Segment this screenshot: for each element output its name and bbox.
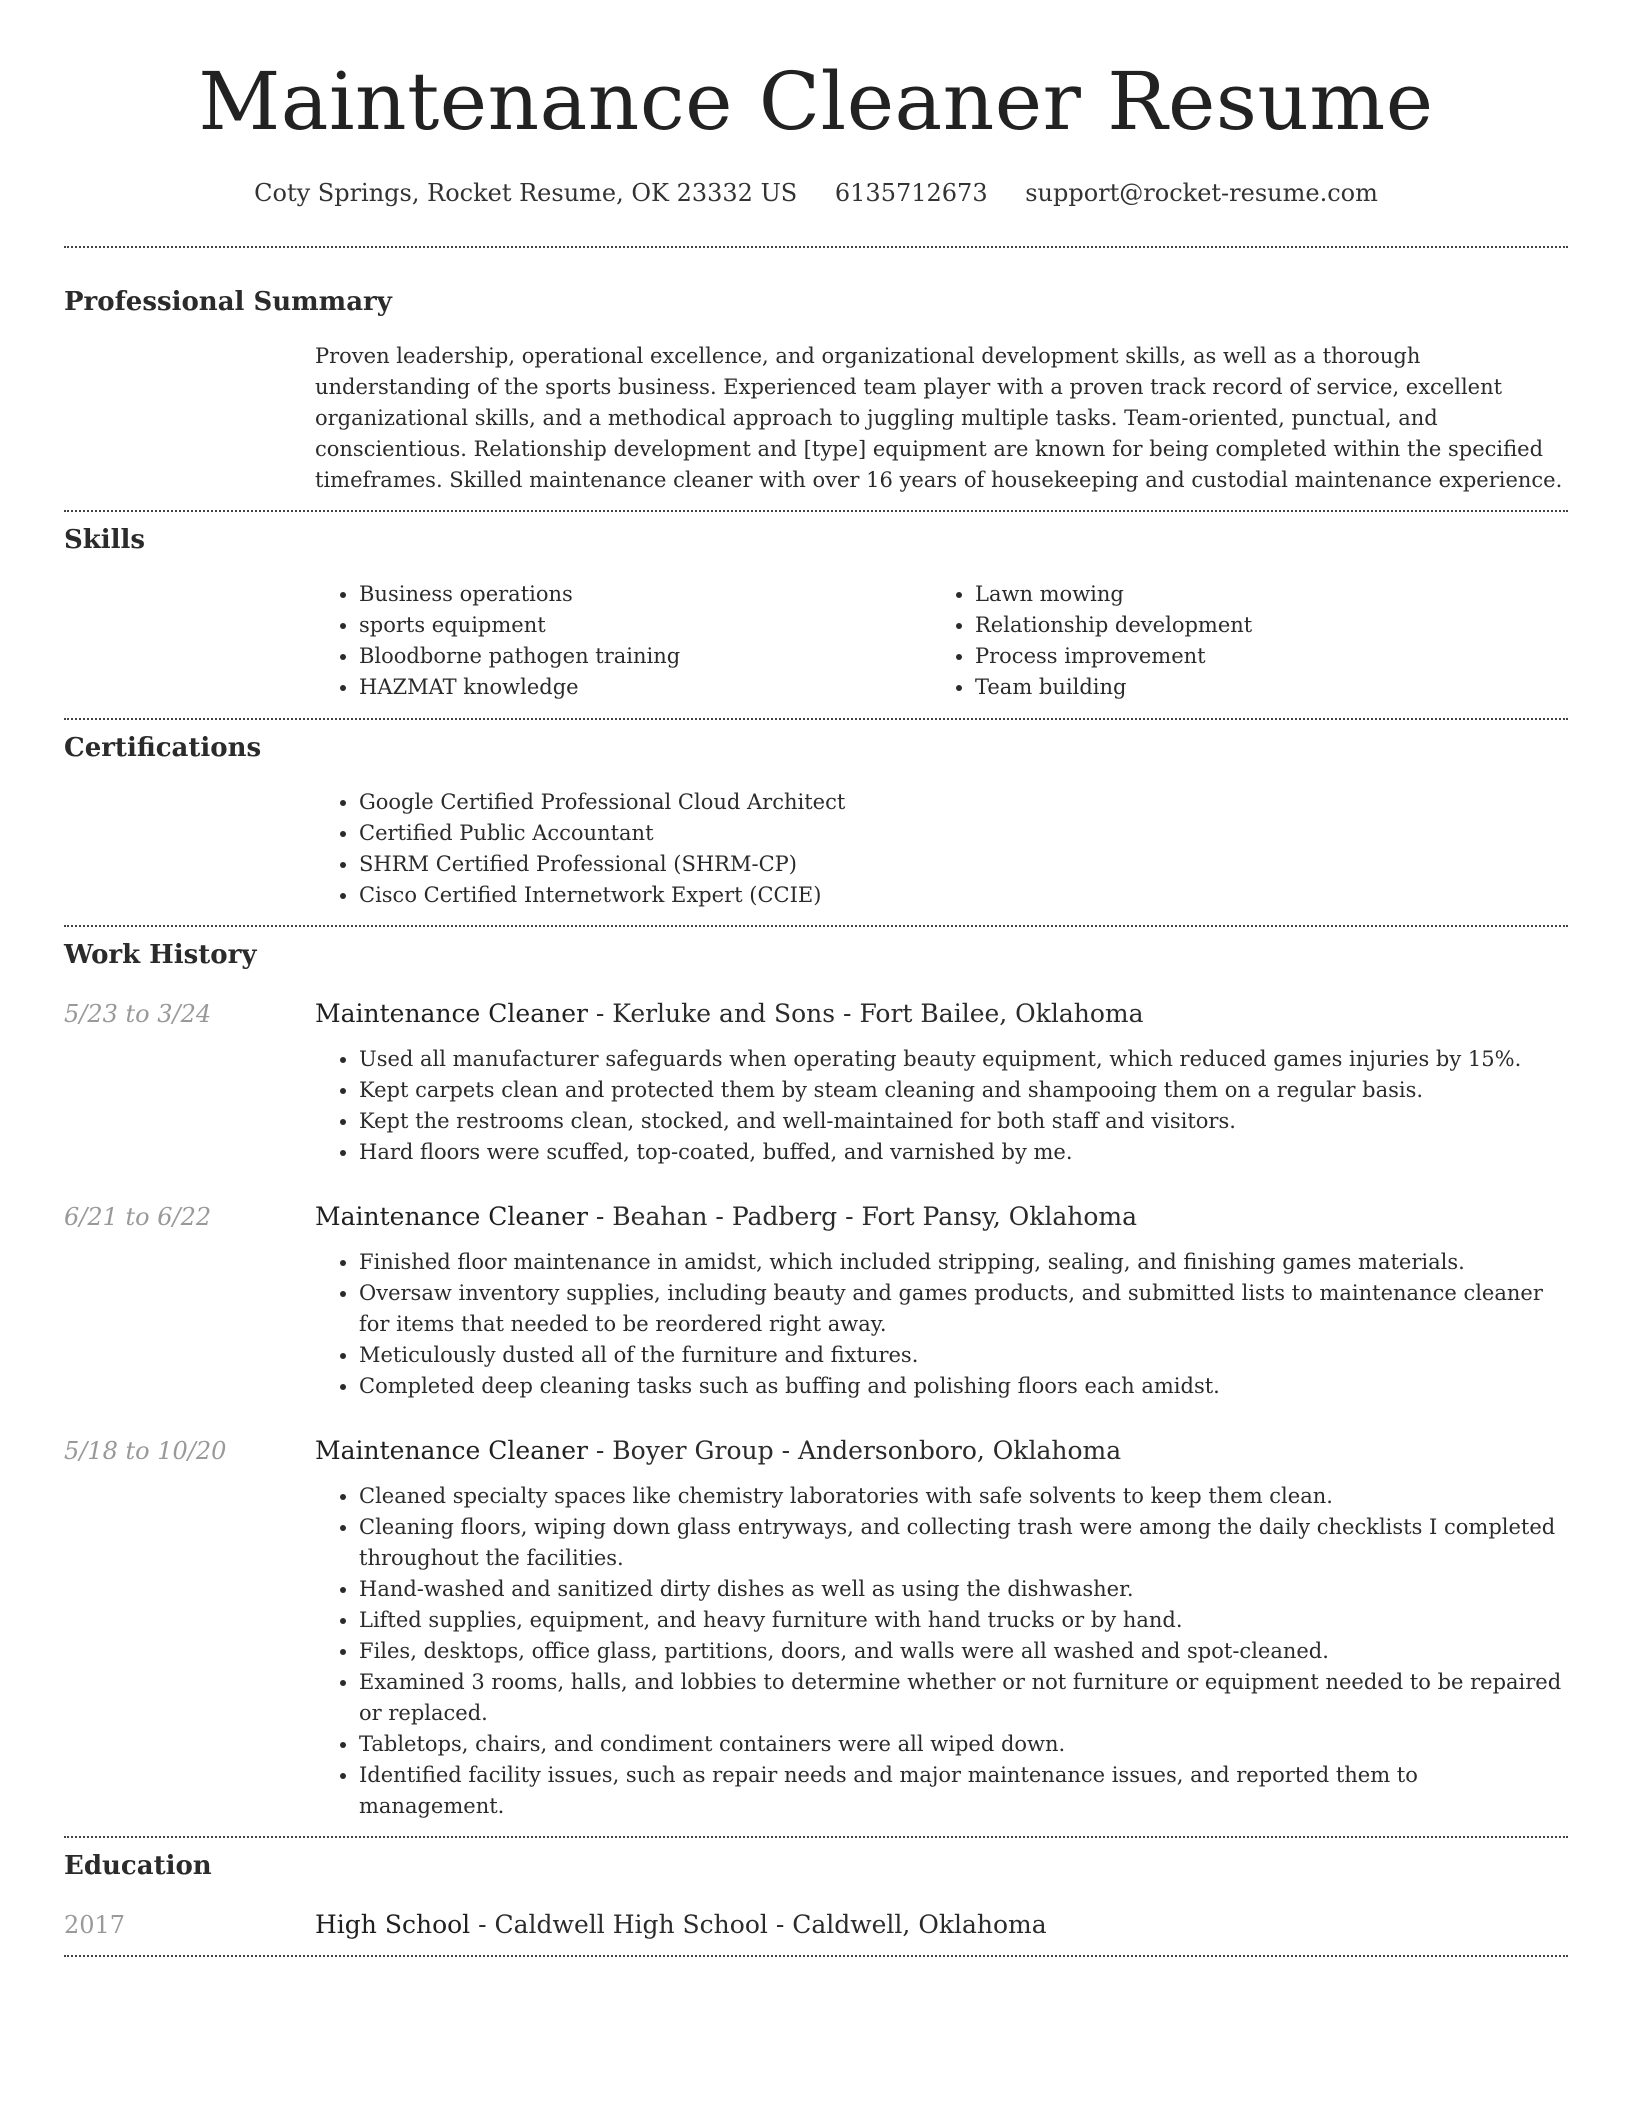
- skills-list-right: [931, 579, 1547, 703]
- job-bullet: • Completed deep cleaning tasks such as buffing and polishing floors each amidst.: [359, 1371, 1568, 1402]
- skill-item: • Process improvement: [975, 641, 1547, 672]
- education-details: - Caldwell High School - Caldwell, Oklahoma: [470, 1910, 1047, 1939]
- job-heading: [315, 998, 1568, 1030]
- job-bullet: • Kept carpets clean and protected them by steam cleaning and shampooing them on a regular basis.: [359, 1075, 1568, 1106]
- resume-title: Maintenance Cleaner Resume: [198, 55, 1434, 148]
- job-bullets: [315, 1247, 1568, 1402]
- skills-grid: [315, 579, 1568, 703]
- job-bullets: [315, 1481, 1568, 1822]
- job-role: Maintenance Cleaner: [315, 1202, 588, 1231]
- job-bullet: • Examined 3 rooms, halls, and lobbies to determine whether or not furniture or equipment needed to be repaired or replaced.: [359, 1667, 1568, 1729]
- job-bullet: • Finished floor maintenance in amidst, which included stripping, sealing, and finishing games materials.: [359, 1247, 1568, 1278]
- job-entry: [64, 1435, 1568, 1822]
- divider: [64, 1955, 1568, 1957]
- job-bullet: • Cleaning floors, wiping down glass entryways, and collecting trash were among the daily checklists I completed throughout the facilities.: [359, 1512, 1568, 1574]
- job-bullet: • Hard floors were scuffed, top-coated, buffed, and varnished by me.: [359, 1137, 1568, 1168]
- education-year: 2017: [64, 1911, 126, 1939]
- skill-item: • Business operations: [359, 579, 931, 610]
- skill-item: • Relationship development: [975, 610, 1547, 641]
- job-details: - Beahan - Padberg - Fort Pansy, Oklahoma: [587, 1202, 1138, 1231]
- job-heading: [315, 1201, 1568, 1233]
- job-bullet: • Used all manufacturer safeguards when operating beauty equipment, which reduced games injuries by 15%.: [359, 1044, 1568, 1075]
- skill-item: • HAZMAT knowledge: [359, 672, 931, 703]
- contact-phone: 6135712673: [834, 179, 988, 207]
- certification-item: • Google Certified Professional Cloud Architect: [359, 787, 1568, 818]
- job-role: Maintenance Cleaner: [315, 999, 588, 1028]
- job-bullet: • Identified facility issues, such as repair needs and major maintenance issues, and reported them to management.: [359, 1760, 1568, 1822]
- certification-item: • Certified Public Accountant: [359, 818, 1568, 849]
- job-details: - Boyer Group - Andersonboro, Oklahoma: [587, 1436, 1122, 1465]
- summary-section: [64, 248, 1568, 510]
- skills-list-left: [315, 579, 931, 703]
- summary-text: Proven leadership, operational excellence, and organizational development skills, as well as a thorough understanding of the sports business. Experienced team player with a proven track record of service, excellent organizational skills, and a methodical approach to juggling multiple tasks. Team-oriented, punctual, and conscientious. Relationship development and [type] equipment are known for being completed within the specified timeframes. Skilled maintenance cleaner with over 16 years of housekeeping and custodial maintenance experience.: [315, 344, 1563, 492]
- job-bullet: • Hand-washed and sanitized dirty dishes as well as using the dishwasher.: [359, 1574, 1568, 1605]
- contact-line: [64, 178, 1568, 208]
- education-entry: [64, 1909, 1568, 1941]
- certifications-section: [64, 720, 1568, 925]
- education-degree: High School: [315, 1910, 471, 1939]
- skill-item: • Bloodborne pathogen training: [359, 641, 931, 672]
- certifications-content: [315, 787, 1568, 911]
- job-role: Maintenance Cleaner: [315, 1436, 588, 1465]
- job-bullet: • Files, desktops, office glass, partitions, doors, and walls were all washed and spot-cleaned.: [359, 1636, 1568, 1667]
- certification-item: • SHRM Certified Professional (SHRM-CP): [359, 849, 1568, 880]
- job-bullet: • Meticulously dusted all of the furniture and fixtures.: [359, 1340, 1568, 1371]
- skill-item: • Lawn mowing: [975, 579, 1547, 610]
- job-details: - Kerluke and Sons - Fort Bailee, Oklahoma: [587, 999, 1144, 1028]
- job-bullet: • Cleaned specialty spaces like chemistry laboratories with safe solvents to keep them clean.: [359, 1481, 1568, 1512]
- education-heading: [315, 1909, 1568, 1941]
- contact-email: support@rocket-resume.com: [1025, 179, 1378, 207]
- section-title-summary: Professional Summary: [64, 287, 392, 317]
- skills-section: [64, 512, 1568, 718]
- job-entry: [64, 998, 1568, 1168]
- job-bullet: • Oversaw inventory supplies, including beauty and games products, and submitted lists to maintenance cleaner for items that needed to be reordered right away.: [359, 1278, 1568, 1340]
- contact-address: Coty Springs, Rocket Resume, OK 23332 US: [254, 179, 798, 207]
- job-dates: 5/18 to 10/20: [64, 1437, 227, 1465]
- work-section: [64, 927, 1568, 1836]
- job-entry: [64, 1201, 1568, 1402]
- job-heading: [315, 1435, 1568, 1467]
- skill-item: • Team building: [975, 672, 1547, 703]
- job-bullets: [315, 1044, 1568, 1168]
- job-bullet: • Lifted supplies, equipment, and heavy furniture with hand trucks or by hand.: [359, 1605, 1568, 1636]
- summary-content: [315, 341, 1568, 496]
- skill-item: • sports equipment: [359, 610, 931, 641]
- section-title-education: Education: [64, 1851, 212, 1881]
- job-bullet: • Tabletops, chairs, and condiment containers were all wiped down.: [359, 1729, 1568, 1760]
- section-title-skills: Skills: [64, 525, 146, 555]
- section-title-certifications: Certifications: [64, 733, 262, 763]
- certifications-list: [315, 787, 1568, 911]
- education-section: [64, 1838, 1568, 1955]
- job-dates: 6/21 to 6/22: [64, 1203, 212, 1231]
- section-title-work: Work History: [64, 940, 257, 970]
- certification-item: • Cisco Certified Internetwork Expert (CCIE): [359, 880, 1568, 911]
- job-dates: 5/23 to 3/24: [64, 1000, 212, 1028]
- job-bullet: • Kept the restrooms clean, stocked, and well-maintained for both staff and visitors.: [359, 1106, 1568, 1137]
